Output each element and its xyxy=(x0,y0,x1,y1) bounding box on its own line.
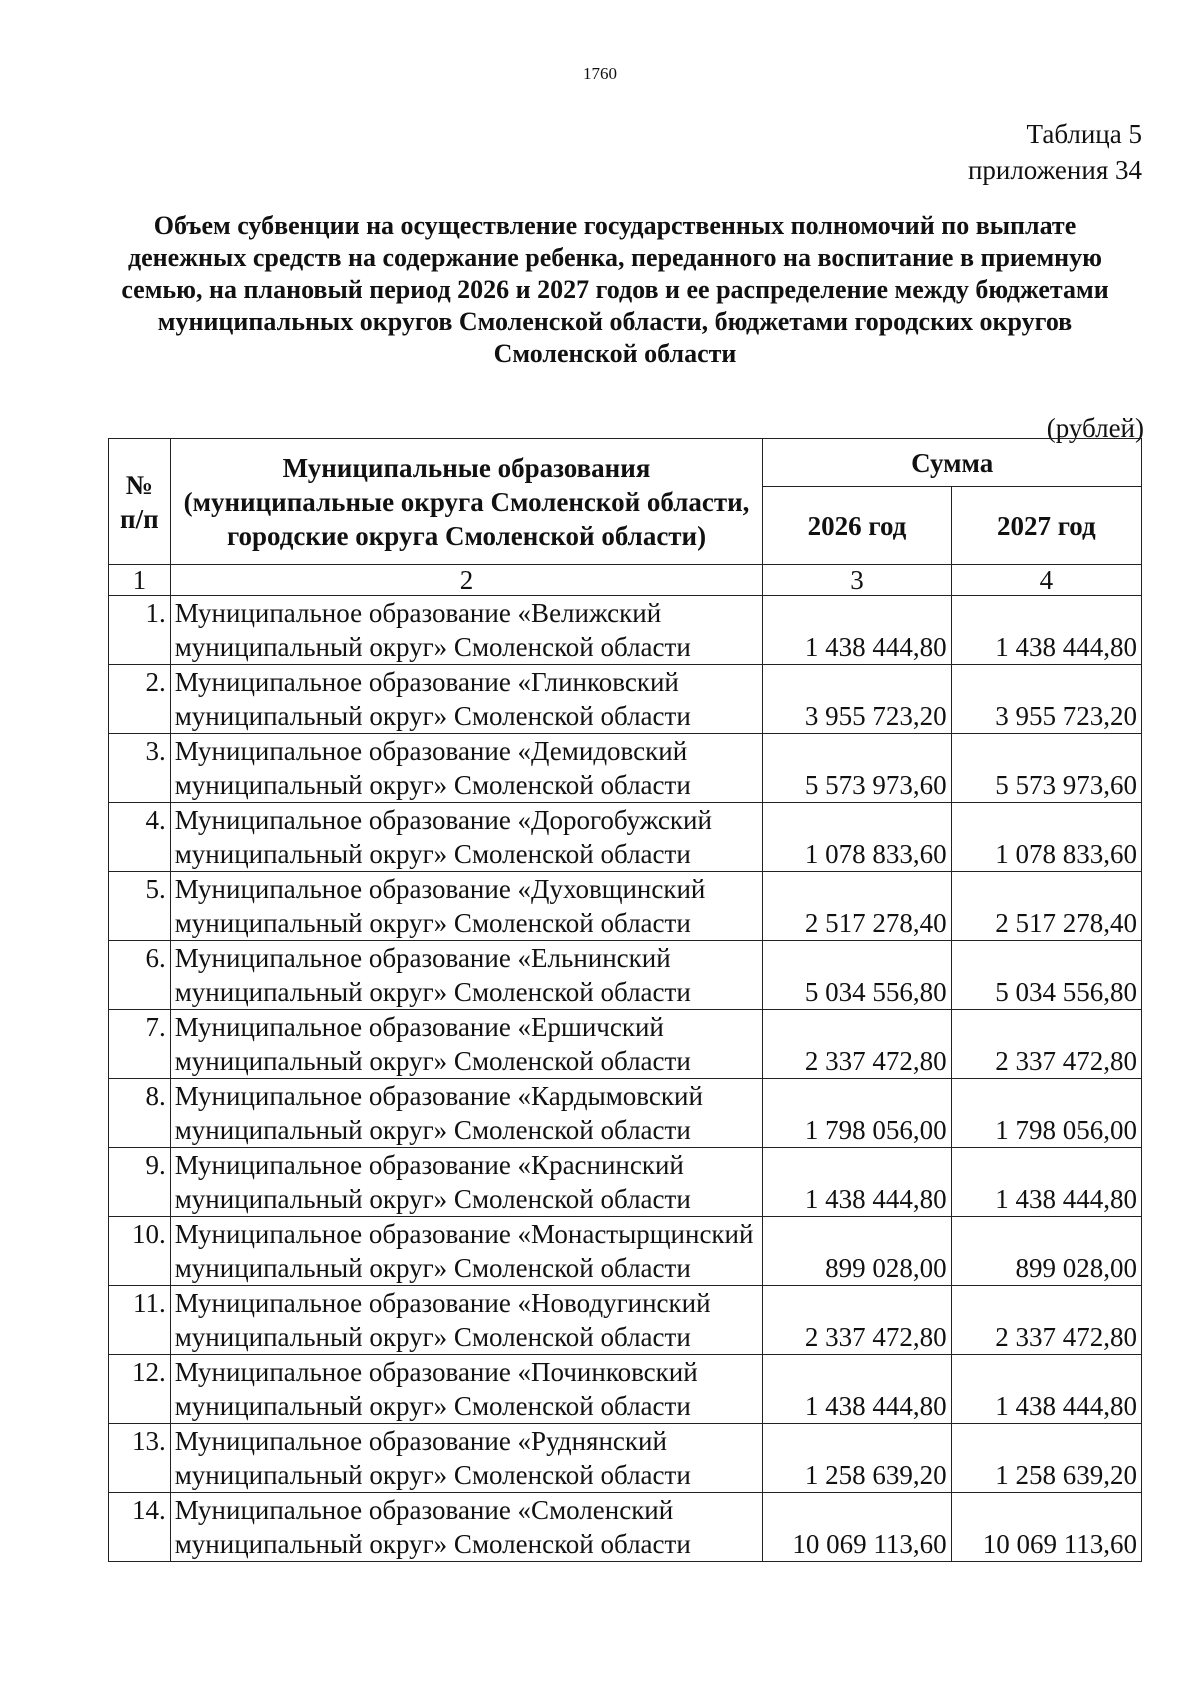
row-number: 10. xyxy=(109,1217,171,1286)
amount-2026: 10 069 113,60 xyxy=(763,1493,951,1562)
amount-2026: 3 955 723,20 xyxy=(763,665,951,734)
table-row xyxy=(109,1493,1142,1562)
municipality-name: Муниципальное образование «Духовщинский муниципальный округ» Смоленской области xyxy=(170,872,763,941)
row-number: 1. xyxy=(109,596,171,665)
amount-2026: 1 258 639,20 xyxy=(763,1424,951,1493)
document-title: Объем субвенции на осуществление государственных полномочий по выплате денежных средств на содержание ребенка, переданного на воспитание в приемную семью, на плановый период 2026 и 2027 годов и ее распределение между бюджетами муниципальных округов Смоленской области, бюджетами городских округов Смоленской области xyxy=(121,211,1109,368)
municipality-name: Муниципальное образование «Починковский муниципальный округ» Смоленской области xyxy=(170,1355,763,1424)
municipality-name: Муниципальное образование «Глинковский муниципальный округ» Смоленской области xyxy=(170,665,763,734)
column-index: 3 xyxy=(763,565,951,596)
row-number: 13. xyxy=(109,1424,171,1493)
amount-2026: 1 078 833,60 xyxy=(763,803,951,872)
table-row xyxy=(109,1424,1142,1493)
column-index: 4 xyxy=(951,565,1141,596)
amount-2027: 5 573 973,60 xyxy=(951,734,1141,803)
table-row xyxy=(109,596,1142,665)
table-row xyxy=(109,1079,1142,1148)
table-row xyxy=(109,1355,1142,1424)
municipality-name: Муниципальное образование «Ершичский муниципальный округ» Смоленской области xyxy=(170,1010,763,1079)
municipality-name: Муниципальное образование «Монастырщинский муниципальный округ» Смоленской области xyxy=(170,1217,763,1286)
row-number: 14. xyxy=(109,1493,171,1562)
row-number: 12. xyxy=(109,1355,171,1424)
amount-2026: 2 337 472,80 xyxy=(763,1286,951,1355)
amount-2027: 1 798 056,00 xyxy=(951,1079,1141,1148)
table-row xyxy=(109,665,1142,734)
header-sum: Сумма xyxy=(763,439,1142,487)
amount-2027: 1 258 639,20 xyxy=(951,1424,1141,1493)
municipality-name: Муниципальное образование «Кардымовский муниципальный округ» Смоленской области xyxy=(170,1079,763,1148)
amount-2027: 899 028,00 xyxy=(951,1217,1141,1286)
amount-2026: 1 798 056,00 xyxy=(763,1079,951,1148)
amount-2027: 3 955 723,20 xyxy=(951,665,1141,734)
page-number: 1760 xyxy=(583,64,617,83)
amount-2026: 1 438 444,80 xyxy=(763,1148,951,1217)
row-number: 6. xyxy=(109,941,171,1010)
amount-2026: 899 028,00 xyxy=(763,1217,951,1286)
table-caption xyxy=(968,116,1142,188)
table-row xyxy=(109,803,1142,872)
caption-appendix-label: приложения 34 xyxy=(967,155,1142,185)
row-number: 2. xyxy=(109,665,171,734)
municipality-name: Муниципальное образование «Велижский муниципальный округ» Смоленской области xyxy=(170,596,763,665)
table-row xyxy=(109,1286,1142,1355)
table-row xyxy=(109,941,1142,1010)
table-row xyxy=(109,1148,1142,1217)
header-num: № п/п xyxy=(109,439,171,565)
amount-2027: 2 517 278,40 xyxy=(951,872,1141,941)
municipality-name: Муниципальное образование «Новодугинский муниципальный округ» Смоленской области xyxy=(170,1286,763,1355)
column-index: 1 xyxy=(109,565,171,596)
amount-2027: 1 078 833,60 xyxy=(951,803,1141,872)
amount-2026: 5 034 556,80 xyxy=(763,941,951,1010)
header-municipality: Муниципальные образования (муниципальные округа Смоленской области, городские округа Смоленской области) xyxy=(170,439,763,565)
column-index: 2 xyxy=(170,565,763,596)
amount-2027: 1 438 444,80 xyxy=(951,1148,1141,1217)
amount-2027: 1 438 444,80 xyxy=(951,596,1141,665)
amount-2027: 5 034 556,80 xyxy=(951,941,1141,1010)
table-row xyxy=(109,1217,1142,1286)
municipality-name: Муниципальное образование «Краснинский муниципальный округ» Смоленской области xyxy=(170,1148,763,1217)
row-number: 5. xyxy=(109,872,171,941)
units-label: (рублей) xyxy=(1046,413,1144,443)
municipality-name: Муниципальное образование «Демидовский муниципальный округ» Смоленской области xyxy=(170,734,763,803)
row-number: 4. xyxy=(109,803,171,872)
municipality-name: Муниципальное образование «Смоленский муниципальный округ» Смоленской области xyxy=(170,1493,763,1562)
amount-2027: 10 069 113,60 xyxy=(951,1493,1141,1562)
table-body xyxy=(109,596,1142,1562)
amount-2026: 5 573 973,60 xyxy=(763,734,951,803)
amount-2026: 1 438 444,80 xyxy=(763,1355,951,1424)
amount-2027: 2 337 472,80 xyxy=(951,1010,1141,1079)
municipality-name: Муниципальное образование «Ельнинский муниципальный округ» Смоленской области xyxy=(170,941,763,1010)
subvention-table xyxy=(108,438,1142,1562)
amount-2027: 1 438 444,80 xyxy=(951,1355,1141,1424)
header-year-2027: 2027 год xyxy=(951,487,1141,565)
caption-table-label: Таблица 5 xyxy=(1026,119,1142,149)
table-row xyxy=(109,1010,1142,1079)
row-number: 7. xyxy=(109,1010,171,1079)
municipality-name: Муниципальное образование «Дорогобужский муниципальный округ» Смоленской области xyxy=(170,803,763,872)
row-number: 3. xyxy=(109,734,171,803)
table-row xyxy=(109,872,1142,941)
column-index-row xyxy=(109,565,1142,596)
row-number: 9. xyxy=(109,1148,171,1217)
table-row xyxy=(109,734,1142,803)
row-number: 11. xyxy=(109,1286,171,1355)
municipality-name: Муниципальное образование «Руднянский муниципальный округ» Смоленской области xyxy=(170,1424,763,1493)
header-year-2026: 2026 год xyxy=(763,487,951,565)
amount-2026: 2 337 472,80 xyxy=(763,1010,951,1079)
row-number: 8. xyxy=(109,1079,171,1148)
amount-2026: 2 517 278,40 xyxy=(763,872,951,941)
amount-2027: 2 337 472,80 xyxy=(951,1286,1141,1355)
amount-2026: 1 438 444,80 xyxy=(763,596,951,665)
